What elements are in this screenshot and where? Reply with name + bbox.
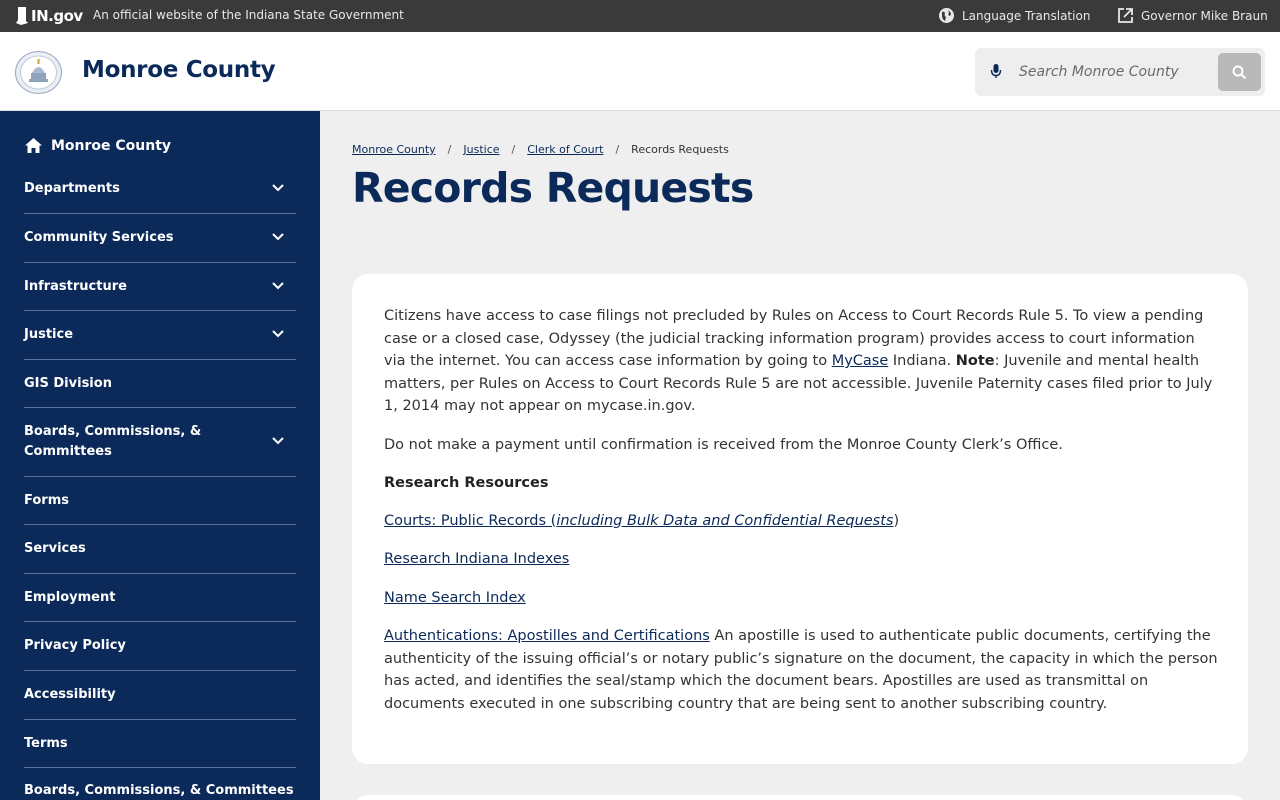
content-card-next <box>352 795 1248 800</box>
sidebar-item-label: Terms <box>24 735 68 751</box>
text-span: Citizens have access to case filings not precluded by Rules on Access to Court Records Rule 5. To view a pending case or a closed case, Odyssey (the judicial tracking information program) provides access to court information via the internet. You can access case information by going to <box>384 308 1204 369</box>
text-span: : Juvenile and mental health matters, per Rules on Access to Court Records Rule 5 are not accessible. Juvenile Paternity cases filed prior to July 1, 2014 may not appear on mycase.in.gov. <box>384 353 1213 414</box>
search-icon <box>1232 65 1247 80</box>
research-resources-heading: Research Resources <box>384 475 549 491</box>
site-title[interactable]: Monroe County <box>82 57 276 83</box>
sidebar-item-label: Privacy Policy <box>24 638 126 653</box>
indiana-shape-icon <box>15 7 29 25</box>
sidebar-item-forms[interactable] <box>24 477 296 525</box>
chevron-down-icon[interactable] <box>272 233 284 241</box>
sidebar-item-justice[interactable] <box>24 311 296 360</box>
breadcrumb-link-monroe-county[interactable]: Monroe County <box>352 143 436 156</box>
sidebar-item-departments[interactable] <box>24 165 296 214</box>
sidebar-item-services[interactable] <box>24 525 296 574</box>
gov-topbar <box>0 0 1280 32</box>
sidebar-home-link[interactable] <box>24 137 171 154</box>
search-input[interactable] <box>1019 60 1191 84</box>
sidebar-item-label: Boards, Commissions, & Committees <box>24 424 202 459</box>
content-card <box>352 274 1248 764</box>
authentications-link[interactable]: Authentications: Apostilles and Certifications <box>384 628 710 644</box>
breadcrumb <box>352 143 729 156</box>
sidebar-item-community-services[interactable] <box>24 214 296 263</box>
name-search-index-link[interactable]: Name Search Index <box>384 589 526 606</box>
sidebar-item-infrastructure[interactable] <box>24 263 296 311</box>
sidebar-item-gis-division[interactable] <box>24 360 296 408</box>
breadcrumb-link-clerk-of-court[interactable]: Clerk of Court <box>527 143 604 156</box>
text-span: An apostille is used to authenticate public documents, certifying the authenticity of the issuing official’s or notary public’s signature on the document, the capacity in which the person has acted, and identifies the seal/stamp which the document bears. Apostilles are used as transmittal on documents executed in one subscribing country that are being sent to another subscribing country. <box>384 628 1218 712</box>
text-span: including Bulk Data and Confidential Requests <box>556 512 894 529</box>
courts-public-records-link[interactable] <box>384 513 893 529</box>
research-indiana-indexes-link[interactable]: Research Indiana Indexes <box>384 551 570 567</box>
sidebar-item-label: Employment <box>24 589 116 605</box>
home-icon <box>24 137 43 154</box>
site-header <box>0 32 1280 111</box>
mycase-link[interactable]: MyCase <box>831 353 889 369</box>
sidebar-nav <box>0 111 320 800</box>
chevron-down-icon[interactable] <box>272 184 284 192</box>
payment-paragraph: Do not make a payment until confirmation is received from the Monroe County Clerk’s Office. <box>384 436 1063 453</box>
sidebar-item-label: Services <box>24 541 86 556</box>
sidebar-item-label: Justice <box>24 327 74 342</box>
sidebar-list <box>24 165 296 800</box>
governor-link[interactable] <box>1117 7 1268 24</box>
sidebar-home-label: Monroe County <box>51 137 172 154</box>
breadcrumb-separator: / <box>615 143 620 156</box>
breadcrumb-separator: / <box>447 143 452 156</box>
sidebar-item-employment[interactable] <box>24 574 296 622</box>
sidebar-item-label: Infrastructure <box>24 278 127 294</box>
official-website-text: An official website of the Indiana State Government <box>93 8 404 22</box>
note-label: Note <box>955 353 995 369</box>
microphone-icon[interactable] <box>989 62 1003 82</box>
sidebar-item-label: Community Services <box>24 230 174 245</box>
sidebar-item-terms[interactable] <box>24 720 296 768</box>
sidebar-item-label: Boards, Commissions, & Committees <box>24 783 294 798</box>
sidebar-item-boards-commissions-committees[interactable] <box>24 768 296 800</box>
sidebar-item-privacy-policy[interactable] <box>24 622 296 671</box>
sidebar-item-label: Departments <box>24 181 120 196</box>
sidebar-item-accessibility[interactable] <box>24 671 296 720</box>
governor-link-label: Governor Mike Braun <box>1141 8 1268 23</box>
content-body <box>384 305 1219 731</box>
external-link-icon <box>1117 7 1134 24</box>
language-translation-link[interactable] <box>938 7 1090 24</box>
text-span: Indiana. <box>888 353 956 369</box>
language-translation-label: Language Translation <box>962 8 1091 23</box>
sidebar-item-label: Accessibility <box>24 687 116 702</box>
breadcrumb-separator: / <box>511 143 516 156</box>
in-gov-logo-text: IN.gov <box>31 7 83 25</box>
county-seal-logo[interactable] <box>15 51 62 94</box>
chevron-down-icon[interactable] <box>272 282 284 290</box>
text-span: ) <box>893 512 900 529</box>
search-button[interactable] <box>1218 53 1261 91</box>
search-box <box>975 48 1265 96</box>
text-span: Courts: Public Records ( <box>384 512 557 529</box>
breadcrumb-link-justice[interactable]: Justice <box>463 143 500 156</box>
access-paragraph <box>384 305 1219 418</box>
globe-icon <box>938 7 955 24</box>
chevron-down-icon[interactable] <box>272 437 284 445</box>
sidebar-item-label: GIS Division <box>24 375 112 391</box>
chevron-down-icon[interactable] <box>272 330 284 338</box>
in-gov-logo[interactable] <box>15 5 83 27</box>
sidebar-item-boards-commissions[interactable] <box>24 408 296 477</box>
page-title: Records Requests <box>352 164 754 212</box>
breadcrumb-current: Records Requests <box>631 143 729 156</box>
sidebar-item-label: Forms <box>24 492 69 508</box>
